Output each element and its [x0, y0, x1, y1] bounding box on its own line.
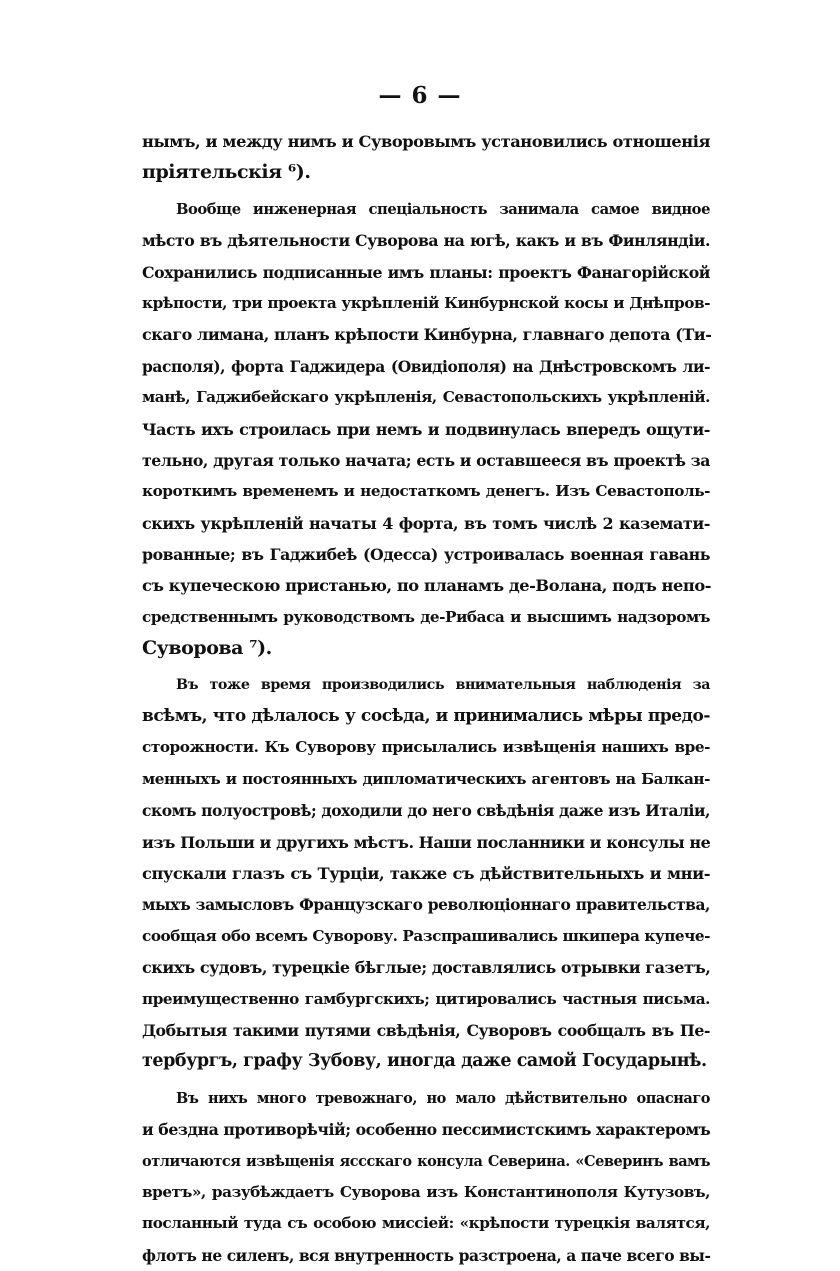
- text-line: рованные; въ Гаджибеѣ (Одесса) устроивалась военная гавань: [142, 545, 710, 565]
- body-text: [142, 126, 710, 1271]
- text-line: Вообще инженерная спеціальность занимала самое видное: [176, 200, 710, 218]
- text-line: посланный туда съ особою миссіей: «крѣпости турецкія валятся,: [142, 1214, 710, 1233]
- text-line: Въ нихъ много тревожнаго, но мало дѣйствительно опаснаго: [176, 1089, 710, 1107]
- text-line: короткимъ временемъ и недостаткомъ денегъ. Изъ Севастополь-: [142, 482, 710, 501]
- text-line: Сохранились подписанные имъ планы: проектъ Фанагорійской: [142, 262, 710, 282]
- text-line: манѣ, Гаджибейскаго укрѣпленія, Севастопольскихъ укрѣпленій.: [142, 388, 710, 407]
- text-line: пріятельскія ⁶).: [142, 161, 311, 184]
- text-line: располя), форта Гаджидера (Овидіополя) на Днѣстровскомъ ли-: [142, 356, 710, 376]
- text-line: преимущественно гамбургскихъ; цитировались частныя письма.: [142, 989, 710, 1008]
- text-line: флотъ не силенъ, вся внутренность разстроена, а паче всего вы-: [142, 1245, 711, 1265]
- text-line: менныхъ и постоянныхъ дипломатическихъ агентовъ на Балкан-: [142, 769, 710, 788]
- text-line: изъ Польши и другихъ мѣстъ. Наши посланники и консулы не: [142, 832, 711, 852]
- page-number: — 6 —: [378, 82, 462, 109]
- text-line: Въ тоже время производились внимательныя наблюденія за: [176, 676, 710, 693]
- text-line: спускали глазъ съ Турціи, также съ дѣйствительныхъ и мни-: [142, 863, 710, 883]
- text-line: скомъ полуостровѣ; доходили до него свѣдѣнія даже изъ Италіи,: [142, 801, 710, 821]
- paragraph: [142, 194, 710, 665]
- text-line: средственнымъ руководствомъ де-Рибаса и высшимъ надзоромъ: [142, 607, 710, 626]
- text-line: съ купеческою пристанью, по планамъ де-Волана, подъ непо-: [142, 576, 711, 596]
- text-line: Добытыя такими путями свѣдѣнія, Суворовъ сообщалъ въ Пе-: [142, 1020, 710, 1040]
- text-line: всѣмъ, что дѣлалось у сосѣда, и принимались мѣры предо-: [142, 706, 710, 727]
- text-line: отличаются извѣщенія яссскаго консула Северина. «Северинъ вамъ: [142, 1152, 710, 1170]
- text-line: тербургъ, графу Зубову, иногда даже самой Государынѣ.: [142, 1051, 707, 1072]
- paragraph: [142, 670, 710, 1078]
- text-line: и бездна противорѣчій; особенно пессимистскимъ характеромъ: [142, 1120, 711, 1140]
- text-line: скихъ судовъ, турецкіе бѣглые; доставлялись отрывки газетъ,: [142, 958, 711, 978]
- text-line: сообщая обо всемъ Суворову. Разспрашивались шкипера купече-: [142, 926, 710, 945]
- paragraph: [142, 1083, 710, 1271]
- text-line: вретъ», разубѣждаетъ Суворова изъ Константинополя Кутузовъ,: [142, 1182, 710, 1201]
- text-line: мыхъ замысловъ Французскаго революціоннаго правительства,: [142, 895, 710, 915]
- text-line: скихъ укрѣпленій начаты 4 форта, въ томъ числѣ 2 каземати-: [142, 513, 710, 533]
- text-line: скаго лимана, планъ крѣпости Кинбурна, главнаго депота (Ти-: [142, 325, 712, 345]
- text-line: тельно, другая только начата; есть и оставшееся въ проектѣ за: [142, 450, 710, 470]
- text-line: мѣсто въ дѣятельности Суворова на югѣ, какъ и въ Финляндіи.: [142, 231, 710, 251]
- text-line: сторожности. Къ Суворову присылались извѣщенія нашихъ вре-: [142, 738, 710, 757]
- text-line: крѣпости, три проекта укрѣпленій Кинбурнской косы и Днѣпров-: [142, 293, 710, 312]
- paragraph: [142, 126, 710, 189]
- text-line: Суворова ⁷).: [142, 637, 272, 660]
- text-line: нымъ, и между нимъ и Суворовымъ установились отношенія: [142, 132, 710, 151]
- text-line: Часть ихъ строилась при немъ и подвинулась впередъ ощути-: [142, 419, 710, 439]
